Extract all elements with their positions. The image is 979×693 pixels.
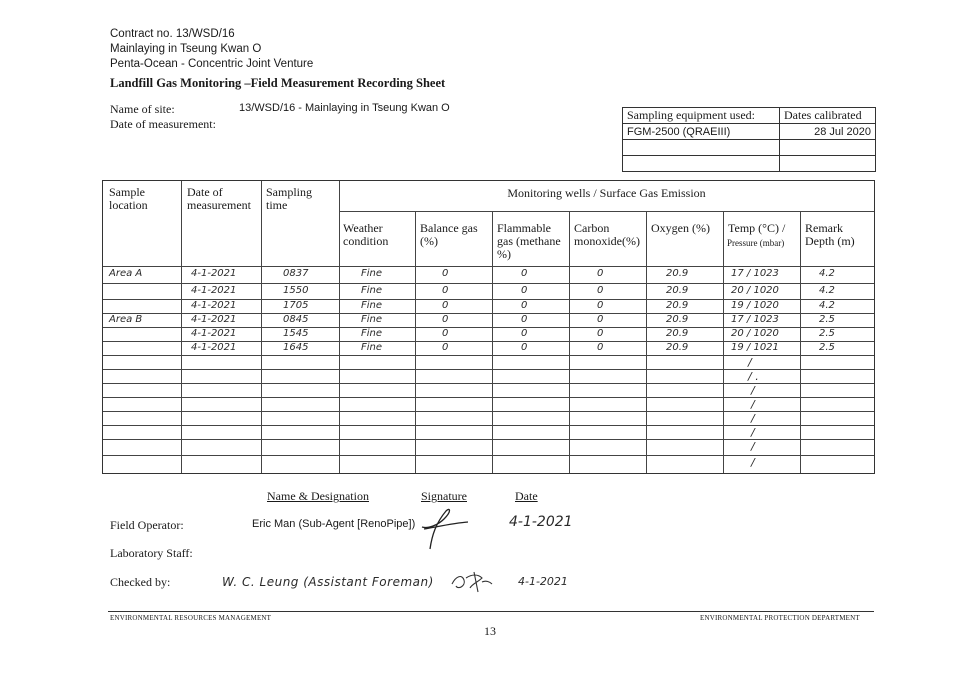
cell-balance: 0: [442, 328, 449, 339]
group-header: Monitoring wells / Surface Gas Emission: [507, 186, 706, 200]
cell-weather: Fine: [361, 314, 383, 325]
measurement-table: [102, 180, 875, 474]
table-rule: [103, 455, 874, 456]
cell-balance: 0: [442, 342, 449, 353]
field-operator-name: Eric Man (Sub-Agent [RenoPipe]): [252, 518, 416, 530]
dates-calibrated-header: Dates calibrated: [780, 108, 876, 124]
cell-co: 0: [597, 342, 604, 353]
cell-depth: 4.2: [819, 285, 835, 296]
cell-weather: Fine: [361, 328, 383, 339]
cell-depth: 2.5: [819, 328, 835, 339]
site-name-label: Name of site:: [110, 102, 175, 116]
checked-by-name: W. C. Leung (Assistant Foreman): [222, 575, 434, 589]
cell-oxygen: 20.9: [666, 268, 689, 279]
cell-flammable: 0: [521, 314, 528, 325]
checked-by-date: 4-1-2021: [518, 575, 568, 588]
cell-time: 0837: [283, 268, 309, 279]
cell-oxygen: 20.9: [666, 342, 689, 353]
page-number: 13: [484, 624, 496, 638]
cell-date: 4-1-2021: [191, 342, 237, 353]
table-rule: [646, 211, 647, 473]
cell-balance: 0: [442, 314, 449, 325]
slash-mark: /: [751, 412, 755, 425]
cell-time: 1545: [283, 328, 309, 339]
equipment-empty-cell: [780, 140, 876, 156]
slash-mark: /: [751, 456, 755, 469]
cell-depth: 4.2: [819, 300, 835, 311]
lab-staff-label: Laboratory Staff:: [110, 546, 193, 560]
table-rule: [569, 211, 570, 473]
col-sample-location: Sample location: [109, 185, 148, 212]
equipment-table: [622, 107, 876, 172]
col-pressure: Pressure (mbar): [727, 238, 785, 248]
cell-temp-pressure: 17 / 1023: [731, 314, 779, 325]
table-rule: [103, 283, 874, 284]
date-of-measurement-label: Date of measurement:: [110, 117, 216, 131]
cell-depth: 4.2: [819, 268, 835, 279]
cell-depth: 2.5: [819, 314, 835, 325]
cell-temp-pressure: 17 / 1023: [731, 268, 779, 279]
project-name: Mainlaying in Tseung Kwan O: [110, 43, 262, 55]
cell-weather: Fine: [361, 300, 383, 311]
table-rule: [723, 211, 724, 473]
cell-location: Area B: [109, 314, 143, 325]
cell-date: 4-1-2021: [191, 314, 237, 325]
cell-co: 0: [597, 285, 604, 296]
col-oxygen: Oxygen (%): [651, 221, 710, 235]
table-rule: [103, 439, 874, 440]
cell-time: 1550: [283, 285, 309, 296]
table-rule: [103, 425, 874, 426]
equipment-header: Sampling equipment used:: [623, 108, 780, 124]
cell-temp-pressure: 19 / 1021: [731, 342, 779, 353]
slash-mark: /: [751, 426, 755, 439]
table-rule: [339, 181, 340, 473]
slash-mark: / .: [748, 370, 759, 383]
col-date-of-measurement: Date of measurement: [187, 185, 251, 212]
cell-temp-pressure: 20 / 1020: [731, 285, 779, 296]
cell-flammable: 0: [521, 342, 528, 353]
slash-mark: /: [751, 384, 755, 397]
cell-time: 1705: [283, 300, 309, 311]
cell-time: 1645: [283, 342, 309, 353]
col-balance-gas: Balance gas (%): [420, 221, 478, 248]
cell-date: 4-1-2021: [191, 268, 237, 279]
field-operator-label: Field Operator:: [110, 518, 184, 532]
cell-oxygen: 20.9: [666, 314, 689, 325]
field-operator-signature: [414, 505, 472, 551]
cell-date: 4-1-2021: [191, 285, 237, 296]
contract-number: Contract no. 13/WSD/16: [110, 28, 235, 40]
cell-balance: 0: [442, 300, 449, 311]
cell-flammable: 0: [521, 268, 528, 279]
site-name-value: 13/WSD/16 - Mainlaying in Tseung Kwan O: [239, 102, 450, 114]
equipment-empty-cell: [780, 156, 876, 172]
table-rule: [800, 211, 801, 473]
cell-oxygen: 20.9: [666, 285, 689, 296]
cell-balance: 0: [442, 285, 449, 296]
cell-location: Area A: [109, 268, 143, 279]
cell-temp-pressure: 19 / 1020: [731, 300, 779, 311]
checked-by-signature: [448, 568, 494, 596]
date-calibrated-value: 28 Jul 2020: [780, 124, 876, 140]
col-remark-depth: Remark Depth (m): [805, 221, 855, 248]
field-operator-date: 4-1-2021: [509, 514, 573, 530]
cell-oxygen: 20.9: [666, 300, 689, 311]
cell-oxygen: 20.9: [666, 328, 689, 339]
cell-date: 4-1-2021: [191, 328, 237, 339]
slash-mark: /: [751, 398, 755, 411]
cell-weather: Fine: [361, 342, 383, 353]
equipment-empty-cell: [623, 140, 780, 156]
cell-date: 4-1-2021: [191, 300, 237, 311]
table-rule: [261, 181, 262, 473]
cell-temp-pressure: 20 / 1020: [731, 328, 779, 339]
table-rule: [492, 211, 493, 473]
table-rule: [103, 266, 874, 267]
cell-flammable: 0: [521, 285, 528, 296]
col-sampling-time: Sampling time: [266, 185, 313, 212]
table-rule: [415, 211, 416, 473]
sheet-title: Landfill Gas Monitoring –Field Measurement Recording Sheet: [110, 76, 446, 90]
cell-weather: Fine: [361, 285, 383, 296]
col-flammable-gas: Flammable gas (methane %): [497, 221, 561, 261]
signoff-signature-header: Signature: [421, 489, 467, 503]
cell-time: 0845: [283, 314, 309, 325]
cell-flammable: 0: [521, 300, 528, 311]
col-weather-condition: Weather condition: [343, 221, 389, 248]
checked-by-label: Checked by:: [110, 575, 171, 589]
footer-right: ENVIRONMENTAL PROTECTION DEPARTMENT: [700, 614, 860, 622]
table-rule: [103, 355, 874, 356]
footer-left: ENVIRONMENTAL RESOURCES MANAGEMENT: [110, 614, 272, 622]
table-rule: [181, 181, 182, 473]
table-rule: [103, 397, 874, 398]
footer-rule: [108, 611, 874, 612]
equipment-value: FGM-2500 (QRAEIII): [623, 124, 780, 140]
cell-co: 0: [597, 328, 604, 339]
cell-balance: 0: [442, 268, 449, 279]
slash-mark: /: [748, 356, 752, 369]
signoff-name-header: Name & Designation: [267, 489, 369, 503]
contractor-name: Penta-Ocean - Concentric Joint Venture: [110, 58, 314, 70]
table-rule: [339, 211, 874, 212]
cell-weather: Fine: [361, 268, 383, 279]
cell-co: 0: [597, 268, 604, 279]
slash-mark: /: [751, 440, 755, 453]
signoff-date-header: Date: [515, 489, 538, 503]
cell-co: 0: [597, 300, 604, 311]
cell-flammable: 0: [521, 328, 528, 339]
equipment-empty-cell: [623, 156, 780, 172]
col-temp: Temp (°C) /: [728, 221, 786, 235]
col-carbon-monoxide: Carbon monoxide(%): [574, 221, 640, 248]
table-rule: [103, 383, 874, 384]
cell-co: 0: [597, 314, 604, 325]
table-rule: [103, 411, 874, 412]
cell-depth: 2.5: [819, 342, 835, 353]
